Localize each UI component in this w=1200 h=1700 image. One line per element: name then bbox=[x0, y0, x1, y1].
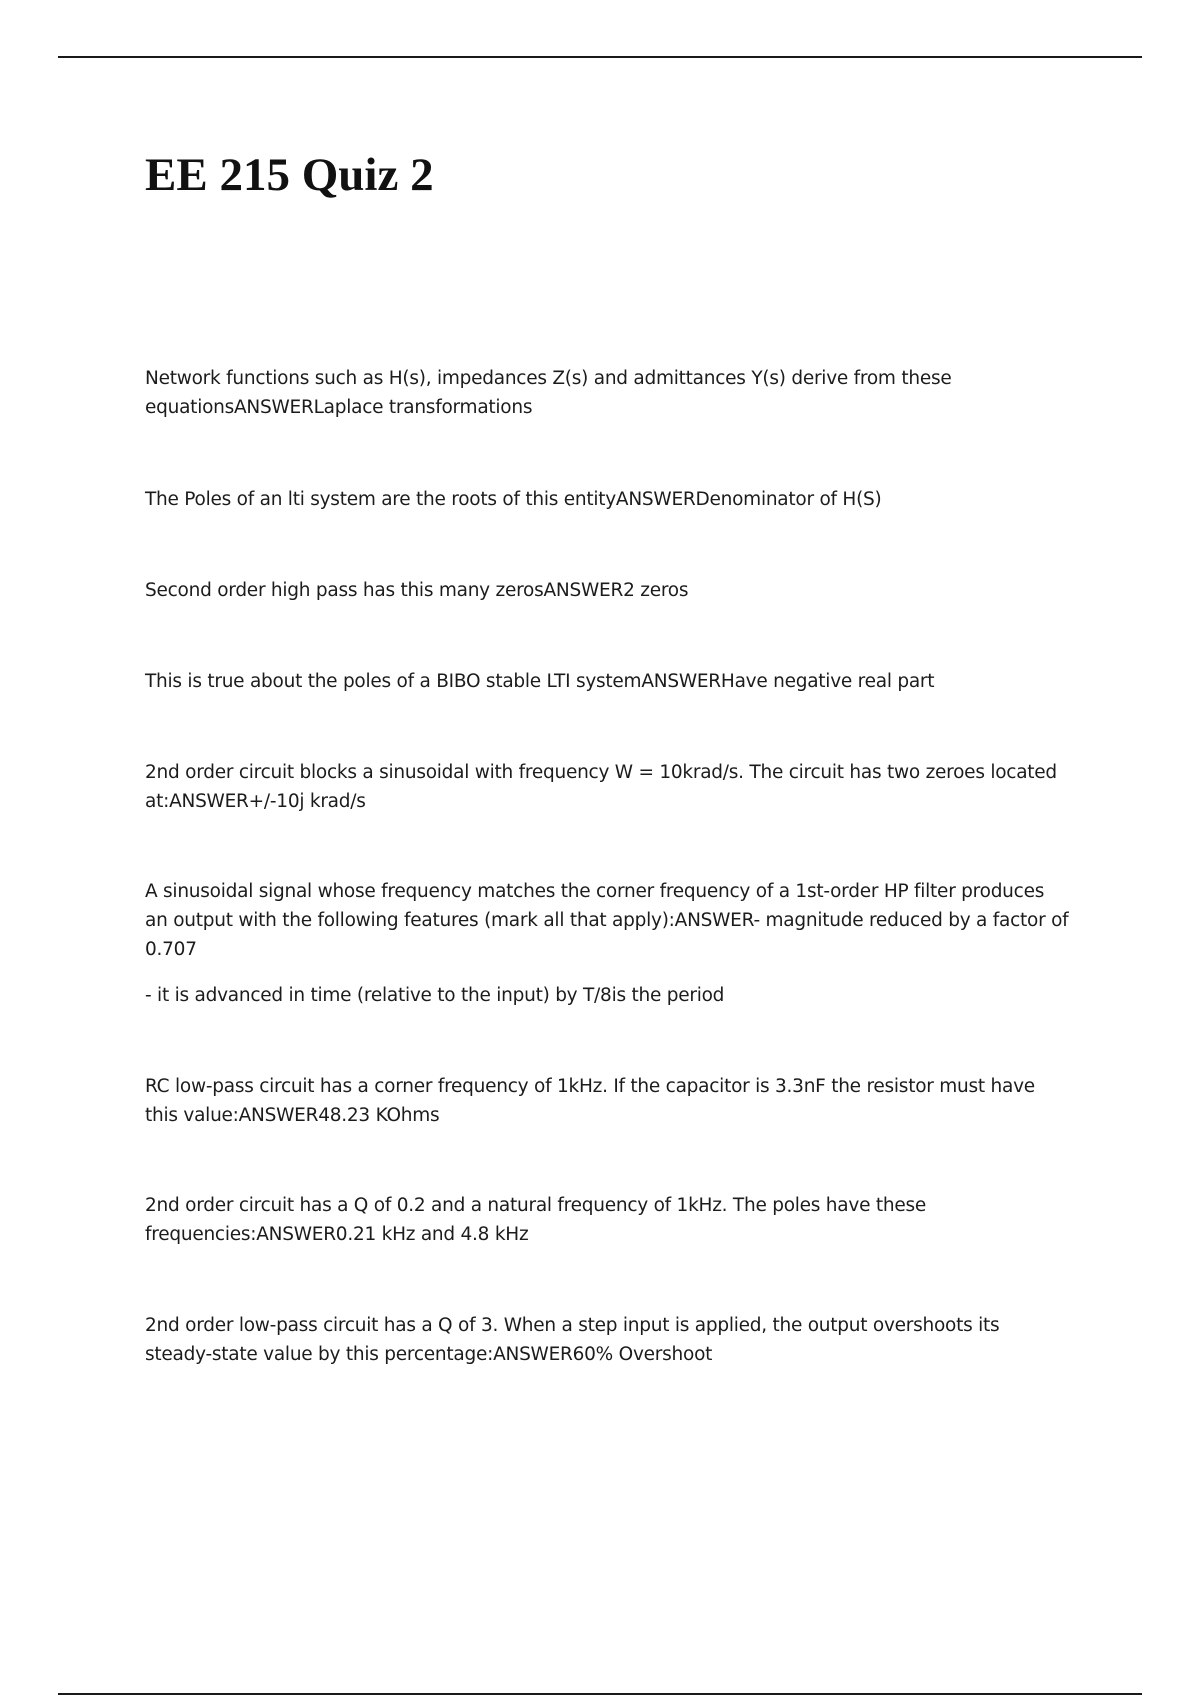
qa-text: The Poles of an lti system are the roots of this entityANSWERDenominator of H(S) bbox=[145, 489, 882, 510]
qa-item-3 bbox=[145, 576, 1070, 605]
qa-item-7 bbox=[145, 1072, 1070, 1130]
qa-item-1 bbox=[145, 364, 1070, 422]
qa-text: Second order high pass has this many zerosANSWER2 zeros bbox=[145, 580, 689, 601]
qa-text: RC low-pass circuit has a corner frequency of 1kHz. If the capacitor is 3.3nF the resistor must have this value:ANSWER48.23 KOhms bbox=[145, 1076, 1035, 1126]
qa-text: 2nd order circuit blocks a sinusoidal with frequency W = 10krad/s. The circuit has two zeroes located at:ANSWER+/-10j krad/s bbox=[145, 762, 1057, 812]
qa-item-8 bbox=[145, 1191, 1070, 1249]
qa-text: A sinusoidal signal whose frequency matches the corner frequency of a 1st-order HP filter produces an output with the following features (mark all that apply):ANSWER- magnitude reduced by a factor of 0.707 bbox=[145, 881, 1069, 960]
qa-item-6 bbox=[145, 877, 1070, 1010]
bottom-rule bbox=[58, 1693, 1142, 1695]
qa-text: 2nd order low-pass circuit has a Q of 3. When a step input is applied, the output overshoots its steady-state value by this percentage:ANSWER60% Overshoot bbox=[145, 1315, 1000, 1365]
qa-text-continued: - it is advanced in time (relative to the input) by T/8is the period bbox=[145, 985, 725, 1006]
qa-item-5 bbox=[145, 758, 1070, 816]
qa-text: Network functions such as H(s), impedances Z(s) and admittances Y(s) derive from these equationsANSWERLaplace transformations bbox=[145, 368, 952, 418]
qa-item-4 bbox=[145, 667, 1070, 696]
top-rule bbox=[58, 56, 1142, 58]
document-title: EE 215 Quiz 2 bbox=[145, 149, 434, 201]
qa-text: 2nd order circuit has a Q of 0.2 and a natural frequency of 1kHz. The poles have these frequencies:ANSWER0.21 kHz and 4.8 kHz bbox=[145, 1195, 926, 1245]
qa-text: This is true about the poles of a BIBO stable LTI systemANSWERHave negative real part bbox=[145, 671, 935, 692]
qa-item-9 bbox=[145, 1311, 1070, 1369]
qa-item-2 bbox=[145, 485, 1070, 514]
